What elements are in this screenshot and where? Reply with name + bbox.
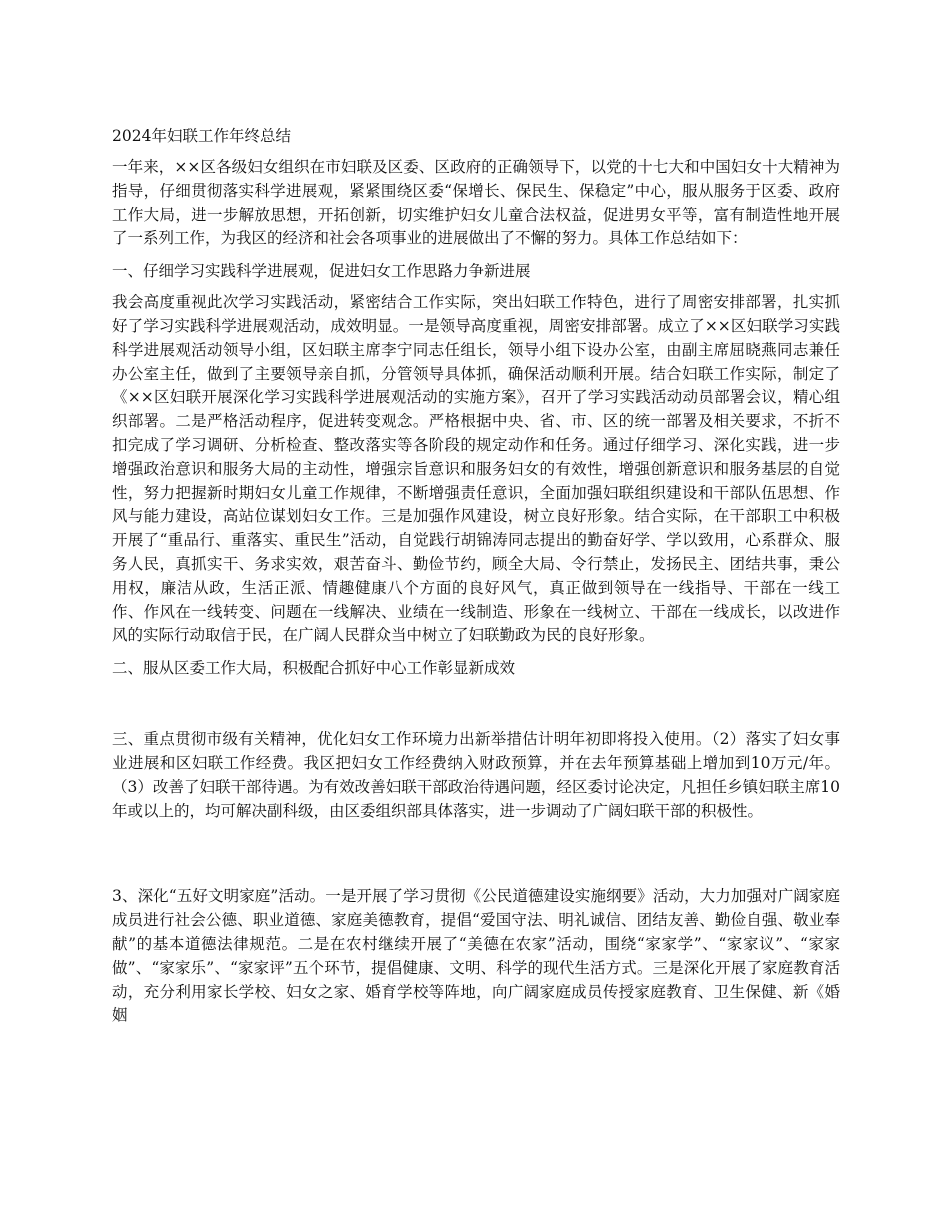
section-3-paragraph: 三、重点贯彻市级有关精神，优化妇女工作环境力出新举措估计明年初即将投入使用。（2）落实了妇女事业进展和区妇联工作经费。我区把妇女工作经费纳入财政预算，并在去年预算基础上增加到10万元/年。（3）改善了妇联干部待遇。为有效改善妇联干部政治待遇问题，经区委讨论决定，凡担任乡镇妇联主席10年或以上的，均可解决副科级，由区委组织部具体落实，进一步调动了广阔妇联干部的积极性。 [112,730,840,820]
intro-paragraph: 一年来，××区各级妇女组织在市妇联及区委、区政府的正确领导下，以党的十七大和中国妇女十大精神为指导，仔细贯彻落实科学进展观，紧紧围绕区委“保增长、保民生、保稳定”中心，服从服务于区委、政府工作大局，进一步解放思想，开拓创新，切实维护妇女儿童合法权益，促进男女平等，富有制造性地开展了一系列工作，为我区的经济和社会各项事业的进展做出了不懈的努力。具体工作总结如下： [112,158,840,248]
section-1-paragraph: 我会高度重视此次学习实践活动，紧密结合工作实际，突出妇联工作特色，进行了周密安排部署，扎实抓好了学习实践科学进展观活动，成效明显。一是领导高度重视，周密安排部署。成立了××区妇联学习实践科学进展观活动领导小组，区妇联主席李宁同志任组长，领导小组下设办公室，由副主席屈晓燕同志兼任办公室主任，做到了主要领导亲自抓，分管领导具体抓，确保活动顺利开展。结合妇联工作实际，制定了《××区妇联开展深化学习实践科学进展观活动的实施方案》，召开了学习实践活动动员部署会议，精心组织部署。二是严格活动程序，促进转变观念。严格根据中央、省、市、区的统一部署及相关要求，不折不扣完成了学习调研、分析检查、整改落实等各阶段的规定动作和任务。通过仔细学习、深化实践，进一步增强政治意识和服务大局的主动性，增强宗旨意识和服务妇女的有效性，增强创新意识和服务基层的自觉性，努力把握新时期妇女儿童工作规律，不断增强责任意识，全面加强妇联组织建设和干部队伍思想、作风与能力建设，高站位谋划妇女工作。三是加强作风建设，树立良好形象。结合实际，在干部职工中积极开展了“重品行、重落实、重民生”活动，自觉践行胡锦涛同志提出的勤奋好学、学以致用，心系群众、服务人民，真抓实干、务求实效，艰苦奋斗、勤俭节约，顾全大局、令行禁止，发扬民主、团结共事，秉公用权，廉洁从政，生活正派、情趣健康八个方面的良好风气，真正做到领导在一线指导、干部在一线工作、作风在一线转变、问题在一线解决、业绩在一线制造、形象在一线树立、干部在一线成长，以改进作风的实际行动取信于民，在广阔人民群众当中树立了妇联勤政为民的良好形象。 [112,293,840,645]
blank-space [112,831,840,885]
section-1-heading: 一、仔细学习实践科学进展观，促进妇女工作思路力争新进展 [112,262,531,281]
section-4-paragraph: 3、深化“五好文明家庭”活动。一是开展了学习贯彻《公民道德建设实施纲要》活动，大力加强对广阔家庭成员进行社会公德、职业道德、家庭美德教育，提倡“爱国守法、明礼诚信、团结友善、勤俭自强、敬业奉献”的基本道德法律规范。二是在农村继续开展了“美德在农家”活动，围绕“家家学”、“家家议”、“家家做”、“家家乐”、“家家评”五个环节，提倡健康、文明、科学的现代生活方式。三是深化开展了家庭教育活动，充分利用家长学校、妇女之家、婚育学校等阵地，向广阔家庭成员传授家庭教育、卫生保健、新《婚姻 [112,887,840,1025]
document-title: 2024年妇联工作年终总结 [112,127,291,145]
document-page [112,124,840,1036]
section-2-heading: 二、服从区委工作大局，积极配合抓好中心工作彰显新成效 [112,659,516,678]
blank-space [112,688,840,728]
